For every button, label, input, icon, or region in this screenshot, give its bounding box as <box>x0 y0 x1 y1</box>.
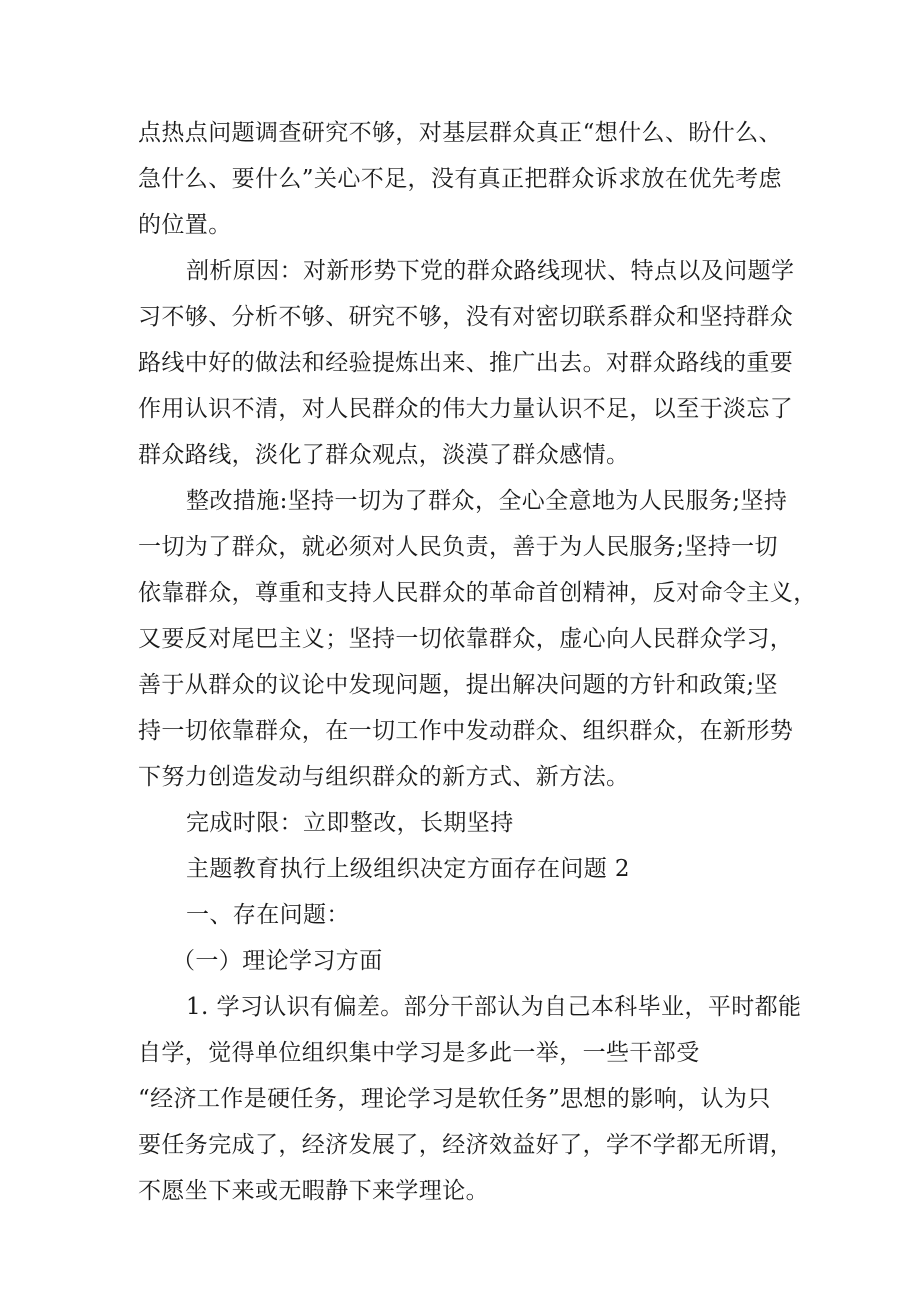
text-line: 善于从群众的议论中发现问题，提出解决问题的方针和政策;坚 <box>138 672 778 698</box>
text-line: 依靠群众，尊重和支持人民群众的革命首创精神，反对命令主义， <box>138 580 817 606</box>
heading-level-1: 一、存在问题： <box>186 902 350 928</box>
text-line: 持一切依靠群众，在一切工作中发动群众、组织群众，在新形势 <box>138 718 794 744</box>
text-line: 不愿坐下来或无暇静下来学理论。 <box>138 1178 489 1204</box>
paragraph-start-item-1: 1. 学习认识有偏差。部分干部认为自己本科毕业，平时都能 <box>186 994 802 1020</box>
text-line: 要任务完成了，经济发展了，经济效益好了，学不学都无所谓， <box>138 1132 794 1158</box>
heading-level-2: （一）理论学习方面 <box>172 948 383 974</box>
text-line: 点热点问题调查研究不够，对基层群众真正“想什么、盼什么、 <box>138 120 782 146</box>
text-line: 又要反对尾巴主义；坚持一切依靠群众，虚心向人民群众学习， <box>138 626 794 652</box>
text-line: 下努力创造发动与组织群众的新方式、新方法。 <box>138 764 630 790</box>
document-page <box>138 110 817 1214</box>
deadline-line: 完成时限：立即整改，长期坚持 <box>186 810 514 836</box>
text-line: 急什么、要什么”关心不足，没有真正把群众诉求放在优先考虑 <box>138 166 782 192</box>
text-line: 作用认识不清，对人民群众的伟大力量认识不足，以至于淡忘了 <box>138 396 794 422</box>
paragraph-start-measures: 整改措施:坚持一切为了群众，全心全意地为人民服务;坚持 <box>186 488 788 514</box>
paragraph-start-analysis: 剖析原因：对新形势下党的群众路线现状、特点以及问题学 <box>186 258 795 284</box>
text-line: 一切为了群众，就必须对人民负责，善于为人民服务;坚持一切 <box>138 534 778 560</box>
text-line: 习不够、分析不够、研究不够，没有对密切联系群众和坚持群众 <box>138 304 794 330</box>
text-line: 自学，觉得单位组织集中学习是多此一举，一些干部受 <box>138 1040 700 1066</box>
text-line: 的位置。 <box>138 212 232 238</box>
section-title: 主题教育执行上级组织决定方面存在问题 2 <box>186 856 630 882</box>
text-line: “经济工作是硬任务，理论学习是软任务”思想的影响，认为只 <box>138 1086 771 1112</box>
text-line: 路线中好的做法和经验提炼出来、推广出去。对群众路线的重要 <box>138 350 794 376</box>
text-line: 群众路线，淡化了群众观点，淡漠了群众感情。 <box>138 442 630 468</box>
